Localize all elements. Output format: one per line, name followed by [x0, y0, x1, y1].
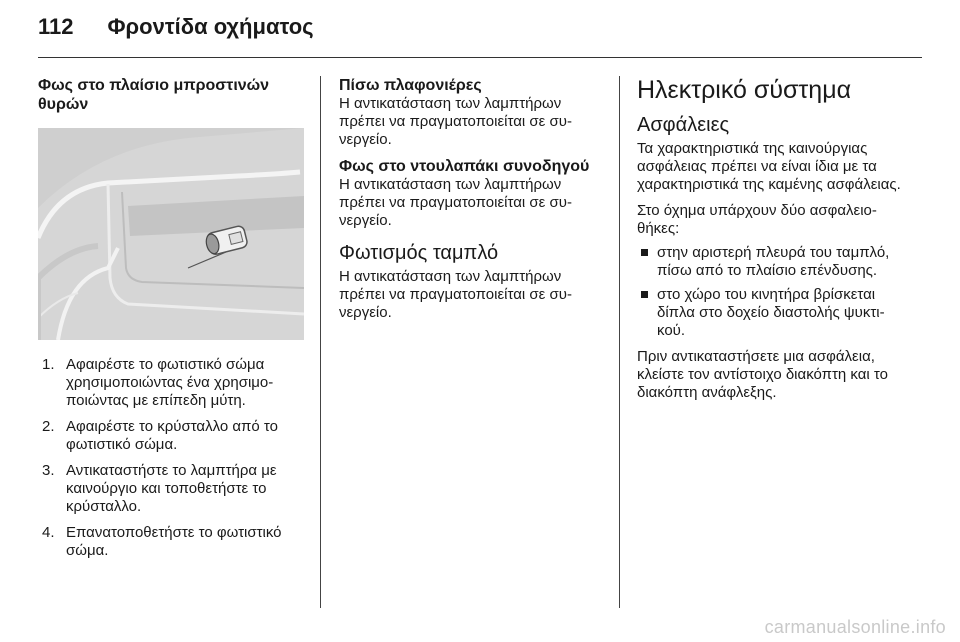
column-2 [339, 76, 601, 322]
list-item: στην αριστερή πλευρά του ταμπλό, πίσω από το πλαίσιο επένδυσης. [637, 244, 907, 280]
bullet-square-icon [641, 249, 648, 256]
section-heading-rear-lights: Πίσω πλαφονιέρες [339, 77, 482, 94]
section-heading-fuses: Ασφάλειες [637, 114, 730, 136]
page-title: Φροντίδα οχήματος [107, 14, 314, 39]
section-heading-dash-lighting: Φωτισμός ταμπλό [339, 242, 499, 264]
list-item: 3. Αντικαταστήστε το λαμπτήρα με καινούργιο και τοποθετήστε το κρύσταλλο. [42, 462, 277, 515]
list-item: 4. Επανατοποθετήστε το φωτιστικό σώμα. [42, 524, 282, 559]
page-number: 112 [38, 14, 74, 39]
paragraph: Τα χαρακτηριστικά της καινούργιας ασφάλειας πρέπει να είναι ίδια με τα χαρακτηριστικά της καμένης ασφάλειας. [637, 140, 901, 193]
column-1 [38, 76, 306, 568]
section-text: Η αντικατάσταση των λαμπτήρων πρέπει να πραγματοποιείται σε συνεργείο. [339, 95, 572, 148]
list-item: στο χώρο του κινητήρα βρίσκεται δίπλα στο δοχείο διαστολής ψυκτικού. [637, 286, 907, 340]
page-header [38, 14, 314, 40]
column-divider [619, 76, 620, 608]
watermark: carmanualsonline.info [764, 617, 946, 637]
chapter-heading: Ηλεκτρικό σύστημα [637, 76, 852, 104]
paragraph: Στο όχημα υπάρχουν δύο ασφαλειοθήκες: [637, 202, 877, 237]
section-text: Η αντικατάσταση των λαμπτήρων πρέπει να πραγματοποιείται σε συνεργείο. [339, 176, 572, 229]
section-text: Η αντικατάσταση των λαμπτήρων πρέπει να πραγματοποιείται σε συνεργείο. [339, 268, 572, 321]
column-3 [637, 76, 907, 402]
section-heading-door-light: Φως στο πλαίσιο μπροστινών θυρών [38, 77, 270, 113]
list-item: 2. Αφαιρέστε το κρύσταλλο από το φωτιστικό σώμα. [42, 418, 278, 453]
steps-list [38, 356, 306, 560]
door-light-illustration [38, 128, 304, 340]
bullet-square-icon [641, 291, 648, 298]
column-divider [320, 76, 321, 608]
paragraph: Πριν αντικαταστήσετε μια ασφάλεια, κλείστε τον αντίστοιχο διακόπτη και το διακόπτη ανάφλεξης. [637, 348, 888, 401]
section-heading-glovebox-light: Φως στο ντουλαπάκι συνοδηγού [339, 158, 590, 175]
header-rule [38, 57, 922, 58]
list-item: 1. Αφαιρέστε το φωτιστικό σώμα χρησιμοποιώντας ένα χρησιμοποιώντας με επίπεδη μύτη. [42, 356, 274, 409]
bullet-list [637, 244, 907, 340]
